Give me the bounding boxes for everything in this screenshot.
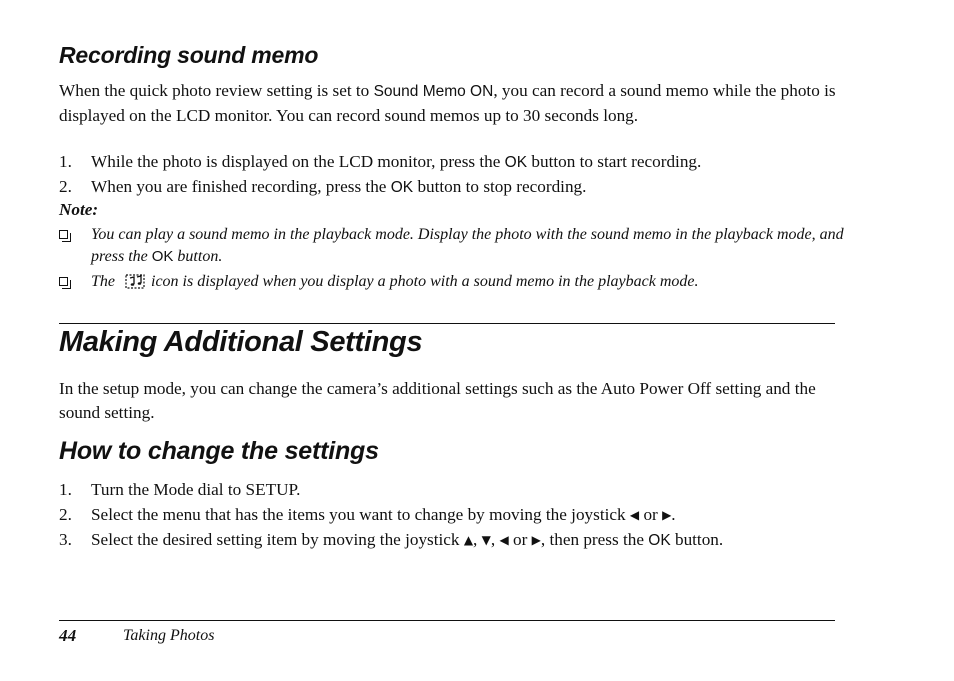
note-text [59,224,849,268]
step-text [59,528,849,553]
up-arrow-icon: ▲ [463,533,474,547]
note-text-post: icon is displayed when you display a photo with a sound memo in the playback mode. [151,273,699,290]
left-arrow-icon: ◀ [629,508,640,522]
setup-intro-paragraph: In the setup mode, you can change the camera’s additional settings such as the Auto Power Off setting and the sound setting. [59,379,816,422]
step-text-pre: While the photo is displayed on the LCD monitor, press the [91,152,505,171]
down-arrow-icon: ▼ [481,533,491,547]
note-text-post: button. [173,248,223,265]
setup-step-3 [59,528,849,553]
note-text-pre: The [91,273,115,290]
note-bullet-2 [59,271,849,293]
step-text-post: . [671,505,676,524]
step-text-post: button to start recording. [527,152,702,171]
step-text-mid: or [639,505,663,524]
separator: , [473,530,482,549]
step-number: 1. [59,480,72,499]
step-text [59,503,849,528]
step-text [59,150,849,175]
note-label: Note: [59,200,99,219]
step-text-post: , then press the [540,530,649,549]
ok-button-label: OK [648,532,671,549]
note-text [59,271,849,293]
right-arrow-icon: ▶ [662,508,672,522]
checkbox-bullet-icon [59,230,68,239]
checkbox-bullet-icon [59,277,68,286]
intro-text-1: When the quick photo review setting is set to [59,81,374,100]
section-heading-how-to-change-settings: How to change the settings [59,437,379,465]
right-arrow-icon: ▶ [531,533,541,547]
step-text-post: button. [670,530,724,549]
note-bullet-1 [59,224,849,268]
separator: or [508,530,532,549]
section-heading-making-additional-settings: Making Additional Settings [59,326,423,358]
step-number: 3. [59,530,72,549]
note-text-pre: You can play a sound memo in the playback mode. Display the photo with the sound memo in the playback mode, and press the [91,226,844,265]
setup-step-2 [59,503,849,528]
section-heading-recording-sound-memo: Recording sound memo [59,42,319,68]
step-number: 2. [59,505,72,524]
step-2 [59,175,849,200]
page-number: 44 [59,626,77,645]
setup-step-1 [59,478,849,502]
step-number: 2. [59,177,72,196]
step-text-pre: When you are finished recording, press the [91,177,391,196]
step-text-pre: Select the desired setting item by moving the joystick [91,530,464,549]
section-divider [59,323,835,324]
intro-text-2: , you can record a sound memo while the photo is displayed on the LCD monitor. You can record sound memos up to 30 seconds long. [59,81,836,125]
chapter-title: Taking Photos [123,627,215,644]
ok-button-label: OK [390,179,414,196]
sound-memo-icon [125,273,145,289]
step-text: Turn the Mode dial to SETUP. [91,480,301,499]
footer-divider [59,620,835,621]
step-text-post: button to stop recording. [413,177,587,196]
step-text-pre: Select the menu that has the items you want to change by moving the joystick [91,505,630,524]
intro-paragraph [59,79,849,127]
separator: , [490,530,500,549]
ok-button-label: OK [504,154,528,171]
step-text [59,175,849,200]
left-arrow-icon: ◀ [499,533,509,547]
ok-button-label: OK [151,248,174,265]
step-number: 1. [59,152,72,171]
step-1 [59,150,849,175]
sound-memo-on-setting: Sound Memo ON [373,83,494,100]
